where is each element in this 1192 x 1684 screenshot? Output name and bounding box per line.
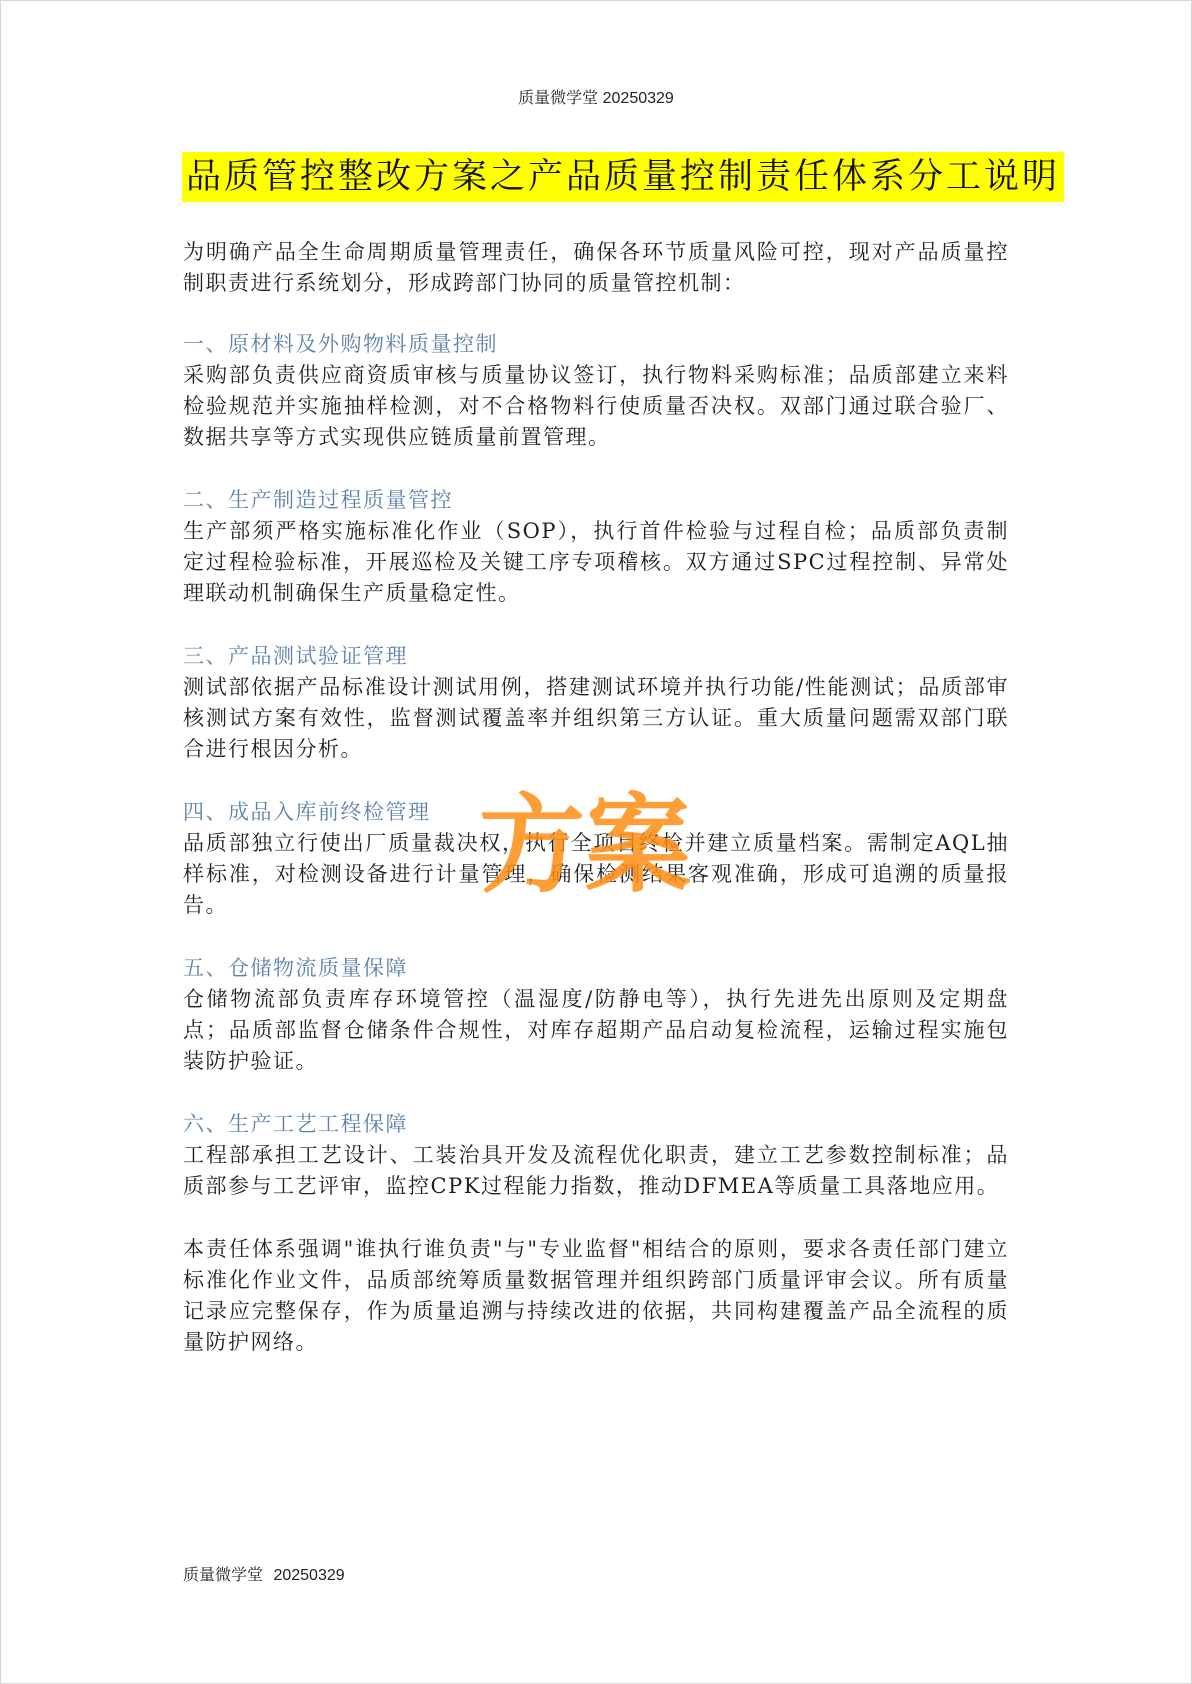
section-heading: 一、原材料及外购物料质量控制 <box>183 332 498 356</box>
section-testing <box>183 641 1009 765</box>
section-heading: 三、产品测试验证管理 <box>183 644 408 668</box>
section-body: 测试部依据产品标准设计测试用例，搭建测试环境并执行功能/性能测试；品质部审核测试方案有效性，监督测试覆盖率并组织第三方认证。重大质量问题需双部门联合进行根因分析。 <box>183 675 1009 761</box>
title-container <box>182 152 1061 202</box>
section-body: 采购部负责供应商资质审核与质量协议签订，执行物料采购标准；品质部建立来料检验规范并实施抽样检测，对不合格物料行使质量否决权。双部门通过联合验厂、数据共享等方式实现供应链质量前置管理。 <box>183 363 1009 449</box>
section-process-engineering <box>183 1109 1009 1202</box>
section-warehouse-logistics <box>183 953 1009 1077</box>
closing-paragraph: 本责任体系强调"谁执行谁负责"与"专业监督"相结合的原则，要求各责任部门建立标准化作业文件，品质部统筹质量数据管理并组织跨部门质量评审会议。所有质量记录应完整保存，作为质量追溯与持续改进的依据，共同构建覆盖产品全流程的质量防护网络。 <box>183 1237 1009 1354</box>
section-production-process <box>183 485 1009 609</box>
section-body: 工程部承担工艺设计、工装治具开发及流程优化职责，建立工艺参数控制标准；品质部参与工艺评审，监控CPK过程能力指数，推动DFMEA等质量工具落地应用。 <box>183 1143 1009 1198</box>
section-heading: 六、生产工艺工程保障 <box>183 1112 408 1136</box>
watermark-stamp: 方案 <box>479 784 691 907</box>
intro-paragraph: 为明确产品全生命周期质量管理责任，确保各环节质量风险可控，现对产品质量控制职责进行系统划分，形成跨部门协同的质量管控机制： <box>183 240 1009 295</box>
document-title: 品质管控整改方案之产品质量控制责任体系分工说明 <box>182 152 1064 202</box>
section-body: 生产部须严格实施标准化作业（SOP），执行首件检验与过程自检；品质部负责制定过程检验标准，开展巡检及关键工序专项稽核。双方通过SPC过程控制、异常处理联动机制确保生产质量稳定性。 <box>183 519 1009 605</box>
section-body: 仓储物流部负责库存环境管控（温湿度/防静电等），执行先进先出原则及定期盘点；品质部监督仓储条件合规性，对库存超期产品启动复检流程，运输过程实施包装防护验证。 <box>183 987 1009 1073</box>
page-header: 质量微学堂 20250329 <box>518 90 674 107</box>
section-heading: 五、仓储物流质量保障 <box>183 956 408 980</box>
section-body: 品质部独立行使出厂质量裁决权，执行全项目终检并建立质量档案。需制定AQL抽样标准，对检测设备进行计量管理，确保检测结果客观准确，形成可追溯的质量报告。 <box>183 831 1009 917</box>
document-body <box>183 237 1009 1358</box>
section-heading: 二、生产制造过程质量管控 <box>183 488 453 512</box>
section-heading: 四、成品入库前终检管理 <box>183 800 431 824</box>
page-footer: 质量微学堂 20250329 <box>183 1567 345 1584</box>
section-raw-materials <box>183 329 1009 453</box>
section-final-inspection <box>183 797 1009 921</box>
